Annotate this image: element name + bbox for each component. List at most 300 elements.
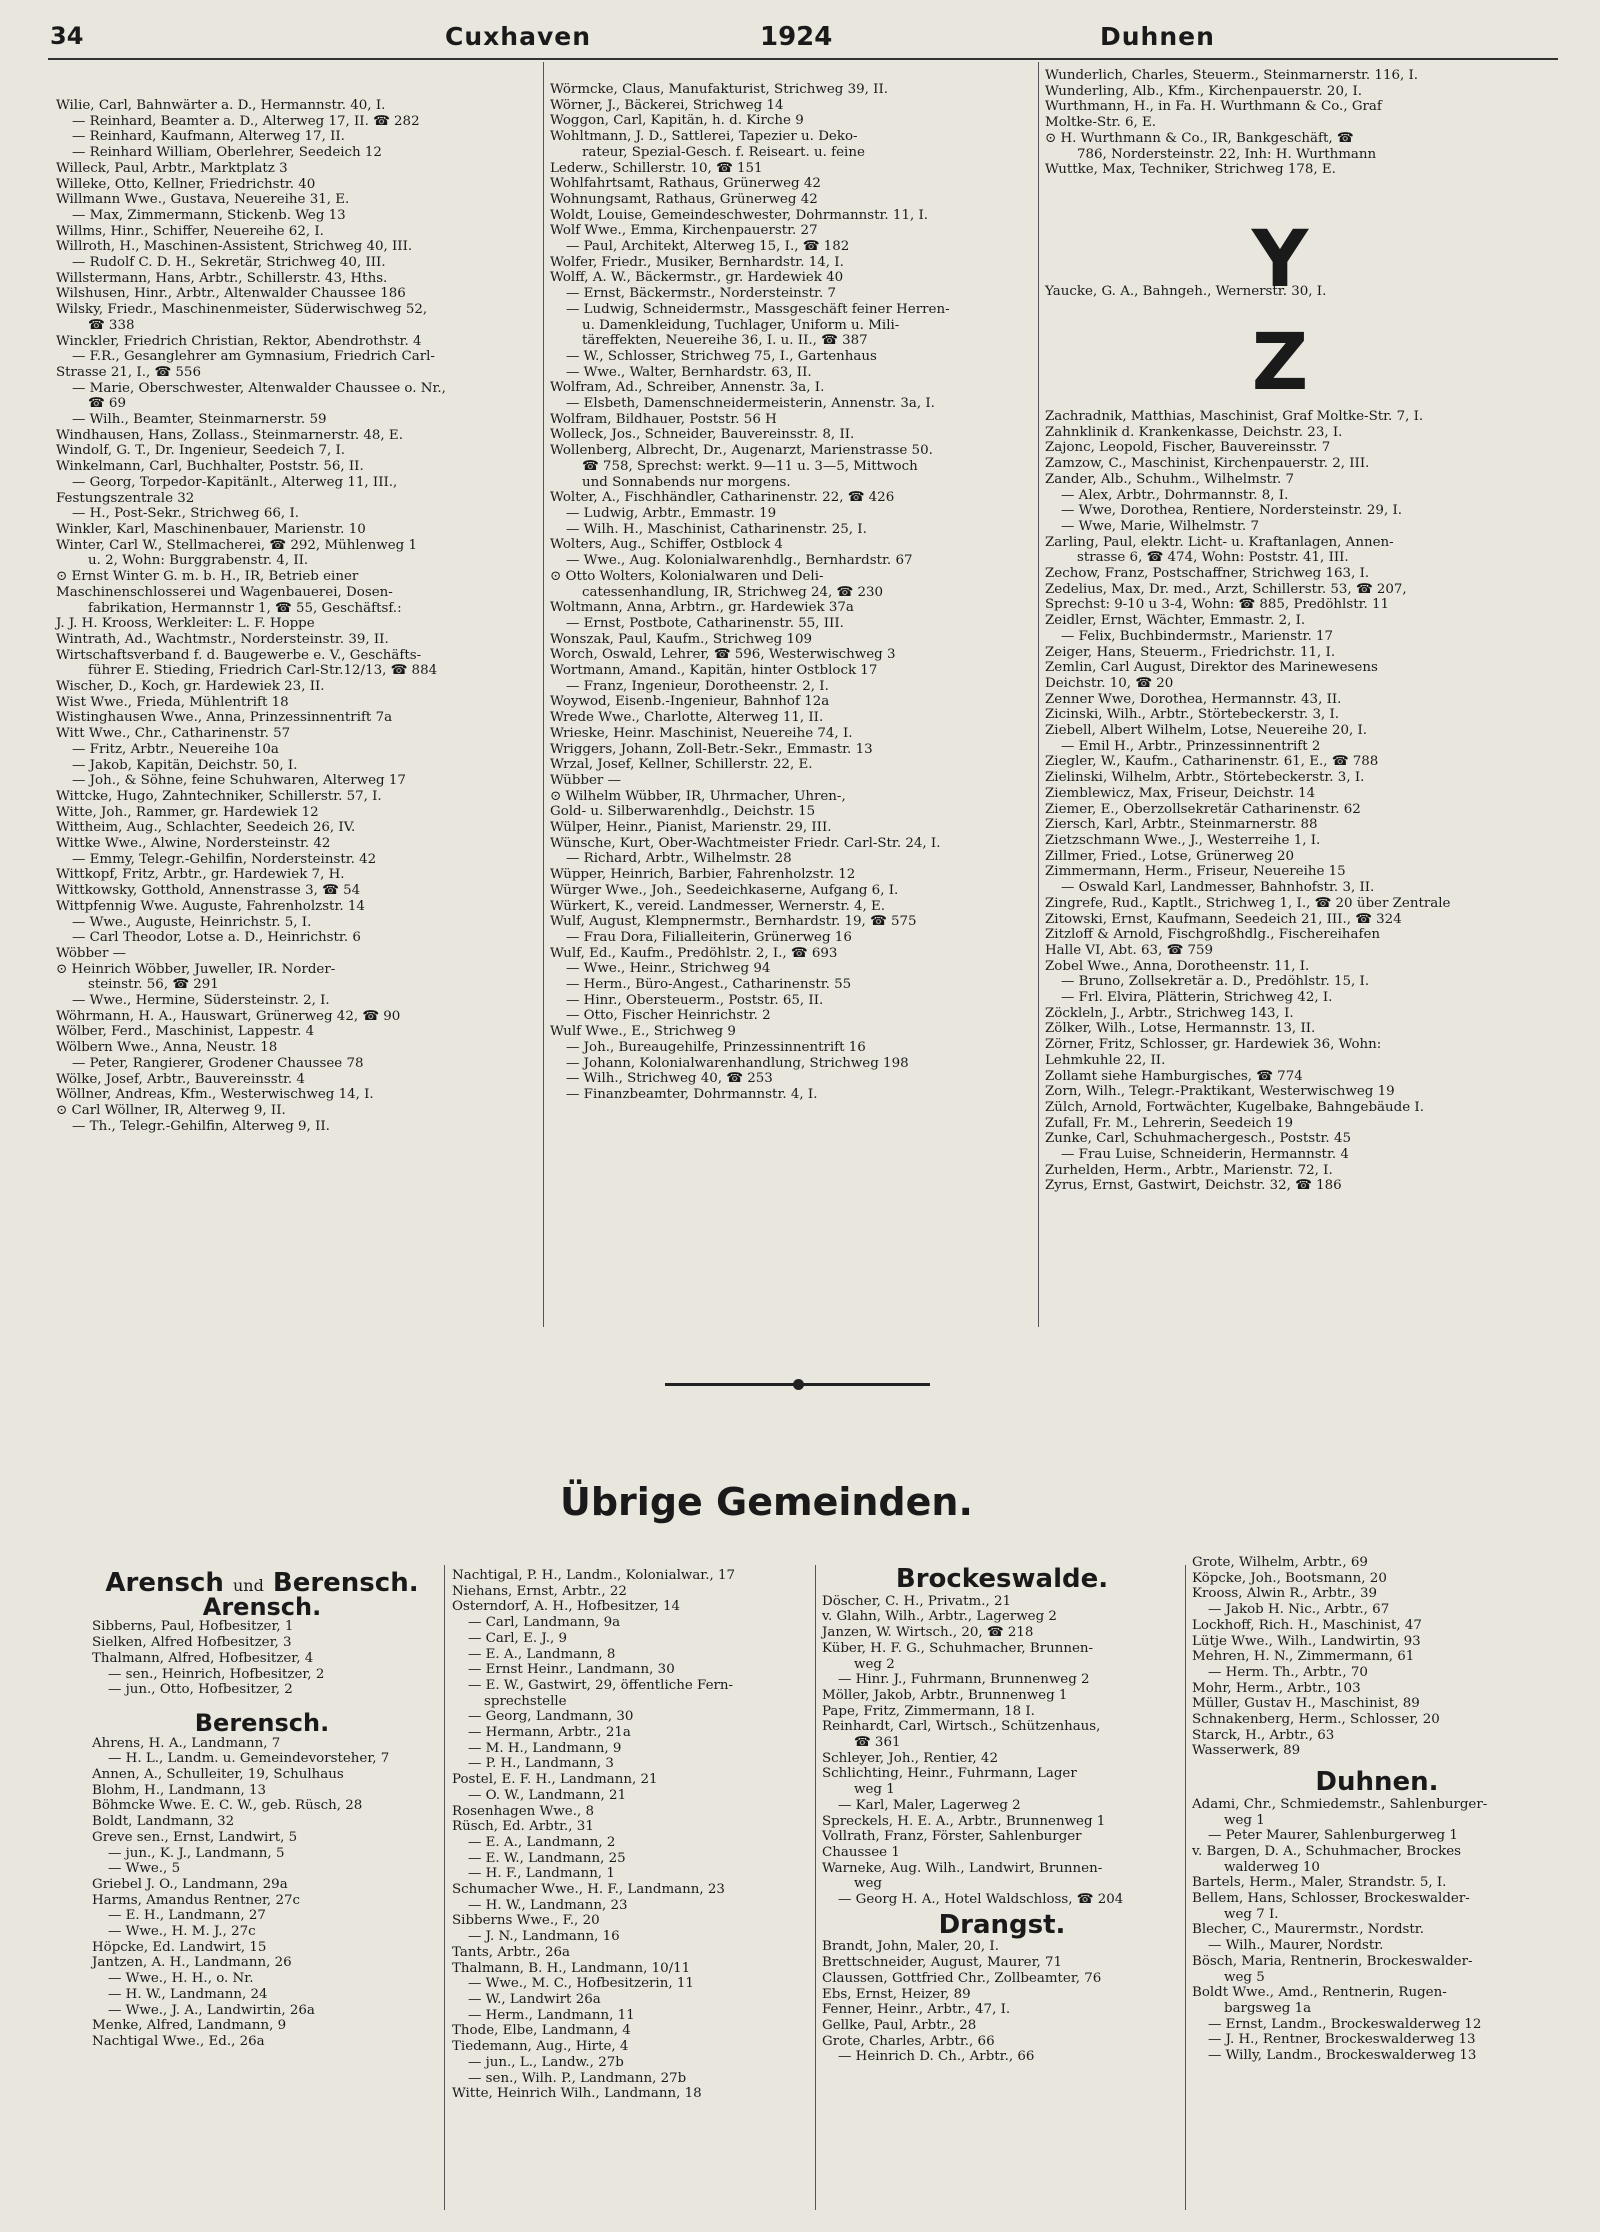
directory-entry: Wittheim, Aug., Schlachter, Seedeich 26, IV. bbox=[56, 820, 356, 836]
directory-entry: — Bruno, Zollsekretär a. D., Predöhlstr. 15, I. bbox=[1061, 974, 1370, 990]
directory-entry: Willeck, Paul, Arbtr., Marktplatz 3 bbox=[56, 160, 288, 176]
directory-entry: ☎ 69 bbox=[88, 396, 126, 412]
directory-entry: — Frl. Elvira, Plätterin, Strichweg 42, I. bbox=[1061, 990, 1333, 1006]
directory-entry: Thalmann, B. H., Landmann, 10/11 bbox=[452, 1960, 691, 1976]
directory-entry: Wulf, Ed., Kaufm., Predöhlstr. 2, I., ☎ 693 bbox=[550, 945, 838, 961]
directory-entry: Thode, Elbe, Landmann, 4 bbox=[452, 2023, 631, 2039]
directory-entry: Wrede Wwe., Charlotte, Alterweg 11, II. bbox=[550, 710, 824, 726]
letter-y: Y bbox=[1251, 215, 1309, 305]
directory-entry: Wurthmann, H., in Fa. H. Wurthmann & Co., Graf bbox=[1045, 99, 1382, 115]
directory-entry: Zechow, Franz, Postschaffner, Strichweg 163, I. bbox=[1045, 566, 1370, 582]
directory-entry: — E. A., Landmann, 2 bbox=[468, 1834, 616, 1850]
directory-entry: Worch, Oswald, Lehrer, ☎ 596, Westerwischweg 3 bbox=[550, 647, 896, 663]
directory-entry: Brandt, John, Maler, 20, I. bbox=[822, 1939, 999, 1955]
directory-entry: Wintrath, Ad., Wachtmstr., Nordersteinstr. 39, II. bbox=[56, 631, 389, 647]
directory-entry: — Herm., Landmann, 11 bbox=[468, 2007, 635, 2023]
directory-entry: — Herm. Th., Arbtr., 70 bbox=[1208, 1664, 1368, 1680]
directory-entry: — Emil H., Arbtr., Prinzessinnentrift 2 bbox=[1061, 738, 1321, 754]
directory-entry: Lehmkuhle 22, II. bbox=[1045, 1052, 1166, 1068]
directory-entry: — Joh., Bureaugehilfe, Prinzessinnentrift 16 bbox=[566, 1039, 866, 1055]
directory-entry: Grote, Charles, Arbtr., 66 bbox=[822, 2033, 995, 2049]
directory-entry: Zillmer, Fried., Lotse, Grünerweg 20 bbox=[1045, 848, 1295, 864]
directory-entry: — Hinr., Obersteuerm., Poststr. 65, II. bbox=[566, 992, 824, 1008]
directory-entry: Ziebell, Albert Wilhelm, Lotse, Neuereihe 20, I. bbox=[1045, 723, 1368, 739]
directory-entry: Mehren, H. N., Zimmermann, 61 bbox=[1192, 1649, 1415, 1665]
column-divider bbox=[1185, 1565, 1186, 2210]
directory-entry: Wistinghausen Wwe., Anna, Prinzessinnentrift 7a bbox=[56, 710, 393, 726]
directory-entry: Wolters, Aug., Schiffer, Ostblock 4 bbox=[550, 537, 783, 553]
directory-entry: Wolfram, Bildhauer, Poststr. 56 H bbox=[550, 411, 777, 427]
directory-entry: Willstermann, Hans, Arbtr., Schillerstr. 43, Hths. bbox=[56, 270, 388, 286]
directory-entry: Deichstr. 10, ☎ 20 bbox=[1045, 675, 1174, 691]
arensch-entries bbox=[92, 1619, 432, 1698]
directory-entry: Zörner, Fritz, Schlosser, gr. Hardewiek 36, Wohn: bbox=[1045, 1037, 1382, 1053]
directory-entry: — Wwe., Auguste, Heinrichstr. 5, I. bbox=[72, 914, 312, 930]
directory-entry: Zietzschmann Wwe., J., Westerreihe 1, I. bbox=[1045, 832, 1321, 848]
directory-entry: Adami, Chr., Schmiedemstr., Sahlenburger- bbox=[1192, 1796, 1488, 1812]
directory-entry: weg 1 bbox=[1224, 1812, 1265, 1828]
directory-entry: v. Bargen, D. A., Schuhmacher, Brockes bbox=[1192, 1843, 1461, 1859]
directory-entry: Wilie, Carl, Bahnwärter a. D., Hermannstr. 40, I. bbox=[56, 98, 386, 113]
directory-entry: Griebel J. O., Landmann, 29a bbox=[92, 1876, 288, 1892]
directory-entry: Wölbern Wwe., Anna, Neustr. 18 bbox=[56, 1040, 278, 1056]
directory-entry: — Wwe., Heinr., Strichweg 94 bbox=[566, 961, 771, 977]
directory-entry: Zingrefe, Rud., Kaptlt., Strichweg 1, I., ☎ 20 über Zentrale bbox=[1045, 895, 1451, 911]
directory-entry: Wolleck, Jos., Schneider, Bauvereinsstr. 8, II. bbox=[550, 427, 855, 443]
directory-entry: Zitowski, Ernst, Kaufmann, Seedeich 21, III., ☎ 324 bbox=[1045, 911, 1402, 927]
page-district: Duhnen bbox=[1100, 22, 1215, 51]
directory-entry: Menke, Alfred, Landmann, 9 bbox=[92, 2018, 287, 2034]
directory-entry: Wuttke, Max, Techniker, Strichweg 178, E. bbox=[1045, 162, 1336, 178]
directory-entry: — Th., Telegr.-Gehilfin, Alterweg 9, II. bbox=[72, 1118, 330, 1134]
duhnen-entries bbox=[1192, 1797, 1562, 2064]
directory-entry: — W., Landwirt 26a bbox=[468, 1991, 601, 2007]
directory-entry: — F.R., Gesanglehrer am Gymnasium, Friedrich Carl- bbox=[72, 349, 435, 365]
directory-entry: Zenner Wwe, Dorothea, Hermannstr. 43, II. bbox=[1045, 691, 1342, 707]
directory-entry: — Peter, Rangierer, Grodener Chaussee 78 bbox=[72, 1055, 364, 1071]
directory-entry: ⊙ Heinrich Wöbber, Juweller, IR. Norder- bbox=[56, 961, 336, 977]
directory-entry: Wohltmann, J. D., Sattlerei, Tapezier u. Deko- bbox=[550, 129, 858, 145]
directory-column-2 bbox=[550, 82, 1034, 1103]
directory-entry: u. 2, Wohn: Burggrabenstr. 4, II. bbox=[88, 553, 309, 569]
directory-entry: Nachtigal Wwe., Ed., 26a bbox=[92, 2033, 265, 2049]
directory-entry: Lockhoff, Rich. H., Maschinist, 47 bbox=[1192, 1617, 1422, 1633]
directory-entry: Wohnungsamt, Rathaus, Grünerweg 42 bbox=[550, 191, 818, 207]
directory-entry: — Emmy, Telegr.-Gehilfin, Nordersteinstr. 42 bbox=[72, 851, 377, 867]
directory-entry: — H. L., Landm. u. Gemeindevorsteher, 7 bbox=[108, 1751, 390, 1767]
directory-entry: Zielinski, Wilhelm, Arbtr., Störtebeckerstr. 3, I. bbox=[1045, 770, 1365, 786]
directory-column-3-y bbox=[1045, 284, 1565, 300]
directory-entry: Wulf Wwe., E., Strichweg 9 bbox=[550, 1024, 736, 1040]
directory-entry: weg bbox=[854, 1876, 882, 1892]
directory-entry: — Max, Zimmermann, Stickenb. Weg 13 bbox=[72, 207, 346, 223]
directory-entry: — Georg H. A., Hotel Waldschloss, ☎ 204 bbox=[838, 1892, 1124, 1908]
directory-entry: Postel, E. F. H., Landmann, 21 bbox=[452, 1772, 658, 1788]
page-number: 34 bbox=[50, 22, 84, 50]
directory-entry: — H. W., Landmann, 24 bbox=[108, 1986, 268, 2002]
directory-entry: — Reinhard William, Oberlehrer, Seedeich 12 bbox=[72, 145, 382, 161]
directory-entry: Chaussee 1 bbox=[822, 1844, 900, 1860]
directory-entry: Brettschneider, August, Maurer, 71 bbox=[822, 1955, 1063, 1971]
directory-entry: Zülch, Arnold, Fortwächter, Kugelbake, Bahngebäude I. bbox=[1045, 1099, 1424, 1115]
directory-entry: — Wwe., J. A., Landwirtin, 26a bbox=[108, 2002, 315, 2018]
directory-entry: Jantzen, A. H., Landmann, 26 bbox=[92, 1955, 292, 1971]
directory-entry: Zimmermann, Herm., Friseur, Neuereihe 15 bbox=[1045, 864, 1346, 880]
directory-entry: Zurhelden, Herm., Arbtr., Marienstr. 72, I. bbox=[1045, 1162, 1333, 1178]
directory-entry: rateur, Spezial-Gesch. f. Reiseart. u. feine bbox=[582, 144, 865, 160]
directory-entry: — Wilh., Strichweg 40, ☎ 253 bbox=[566, 1071, 773, 1087]
directory-entry: Würkert, K., vereid. Landmesser, Wernerstr. 4, E. bbox=[550, 898, 886, 914]
directory-entry: Willms, Hinr., Schiffer, Neuereihe 62, I. bbox=[56, 223, 324, 239]
directory-entry: Zarling, Paul, elektr. Licht- u. Kraftanlagen, Annen- bbox=[1045, 534, 1394, 550]
directory-entry: Zicinski, Wilh., Arbtr., Störtebeckerstr. 3, I. bbox=[1045, 707, 1340, 723]
directory-entry: — Frau Luise, Schneiderin, Hermannstr. 4 bbox=[1061, 1147, 1349, 1163]
directory-entry: ⊙ H. Wurthmann & Co., IR, Bankgeschäft, ☎ bbox=[1045, 130, 1354, 146]
directory-entry: Zedelius, Max, Dr. med., Arzt, Schillerstr. 53, ☎ 207, bbox=[1045, 581, 1407, 597]
directory-entry: Willmann Wwe., Gustava, Neuereihe 31, E. bbox=[56, 192, 350, 208]
directory-entry: Rüsch, Ed. Arbtr., 31 bbox=[452, 1819, 594, 1835]
directory-entry: Boldt Wwe., Amd., Rentnerin, Rugen- bbox=[1192, 1985, 1447, 2001]
directory-entry: ⊙ Carl Wöllner, IR, Alterweg 9, II. bbox=[56, 1103, 286, 1118]
directory-entry: Wolfer, Friedr., Musiker, Bernhardstr. 14, I. bbox=[550, 254, 844, 270]
arensch-berensch-heading: Arensch und Berensch. bbox=[105, 1568, 419, 1598]
directory-entry: führer E. Stieding, Friedrich Carl-Str.12/13, ☎ 884 bbox=[88, 663, 438, 679]
directory-entry: Windolf, G. T., Dr. Ingenieur, Seedeich 7, I. bbox=[56, 443, 346, 459]
directory-entry: Wollenberg, Albrecht, Dr., Augenarzt, Marienstrasse 50. bbox=[550, 443, 933, 459]
column-divider bbox=[1038, 62, 1039, 1327]
directory-entry: Wriggers, Johann, Zoll-Betr.-Sekr., Emmastr. 13 bbox=[550, 741, 873, 757]
directory-entry: Höpcke, Ed. Landwirt, 15 bbox=[92, 1939, 267, 1955]
directory-entry: Blecher, C., Maurermstr., Nordstr. bbox=[1192, 1922, 1424, 1938]
directory-entry: — Wwe., Aug. Kolonialwarenhdlg., Bernhardstr. 67 bbox=[566, 553, 913, 569]
directory-entry: catessenhandlung, IR, Strichweg 24, ☎ 230 bbox=[582, 584, 884, 600]
directory-entry: Starck, H., Arbtr., 63 bbox=[1192, 1727, 1335, 1743]
directory-entry: — jun., K. J., Landmann, 5 bbox=[108, 1845, 285, 1861]
directory-entry: — Carl, Landmann, 9a bbox=[468, 1615, 621, 1631]
directory-entry: — Wilh. H., Maschinist, Catharinenstr. 25, I. bbox=[566, 521, 867, 537]
directory-entry: Lütje Wwe., Wilh., Landwirtin, 93 bbox=[1192, 1633, 1421, 1649]
directory-entry: weg 7 I. bbox=[1224, 1906, 1279, 1922]
directory-entry: — Wwe, Dorothea, Rentiere, Nordersteinstr. 29, I. bbox=[1061, 503, 1403, 519]
directory-entry: — Heinrich D. Ch., Arbtr., 66 bbox=[838, 2049, 1035, 2065]
directory-entry: Zitzloff & Arnold, Fischgroßhdlg., Fischereihafen bbox=[1045, 927, 1381, 943]
directory-entry: Wolff, A. W., Bäckermstr., gr. Hardewiek 40 bbox=[550, 270, 844, 286]
directory-entry: Willeke, Otto, Kellner, Friedrichstr. 40 bbox=[56, 176, 316, 192]
directory-entry: Zander, Alb., Schuhm., Wilhelmstr. 7 bbox=[1045, 471, 1294, 487]
directory-entry: Zufall, Fr. M., Lehrerin, Seedeich 19 bbox=[1045, 1115, 1293, 1131]
directory-entry: — Marie, Oberschwester, Altenwalder Chaussee o. Nr., bbox=[72, 380, 446, 396]
directory-entry: Wolfram, Ad., Schreiber, Annenstr. 3a, I. bbox=[550, 380, 825, 396]
directory-entry: Sielken, Alfred Hofbesitzer, 3 bbox=[92, 1635, 292, 1651]
directory-entry: Wöhrmann, H. A., Hauswart, Grünerweg 42, ☎ 90 bbox=[56, 1008, 401, 1024]
directory-entry: weg 5 bbox=[1224, 1969, 1265, 1985]
directory-entry: Harms, Amandus Rentner, 27c bbox=[92, 1892, 300, 1908]
directory-entry: Schnakenberg, Herm., Schlosser, 20 bbox=[1192, 1712, 1440, 1728]
directory-entry: Sibberns, Paul, Hofbesitzer, 1 bbox=[92, 1619, 294, 1635]
directory-entry: Zemlin, Carl August, Direktor des Marinewesens bbox=[1045, 660, 1378, 676]
directory-entry: Wülper, Heinr., Pianist, Marienstr. 29, III. bbox=[550, 820, 832, 836]
page-year: 1924 bbox=[760, 22, 833, 52]
directory-entry: Zajonc, Leopold, Fischer, Bauvereinsstr. 7 bbox=[1045, 440, 1331, 456]
directory-entry: Böhmcke Wwe. E. C. W., geb. Rüsch, 28 bbox=[92, 1798, 363, 1814]
directory-entry: Yaucke, G. A., Bahngeh., Wernerstr. 30, I. bbox=[1045, 284, 1327, 299]
directory-entry: Schleyer, Joh., Rentier, 42 bbox=[822, 1750, 998, 1766]
directory-column-3-w bbox=[1045, 68, 1565, 178]
directory-entry: v. Glahn, Wilh., Arbtr., Lagerweg 2 bbox=[822, 1609, 1057, 1625]
directory-entry: steinstr. 56, ☎ 291 bbox=[88, 977, 219, 993]
directory-entry: Zamzow, C., Maschinist, Kirchenpauerstr. 2, III. bbox=[1045, 456, 1370, 472]
directory-entry: ☎ 361 bbox=[854, 1735, 901, 1751]
directory-entry: — E. A., Landmann, 8 bbox=[468, 1646, 616, 1662]
directory-entry: ⊙ Wilhelm Wübber, IR, Uhrmacher, Uhren-, bbox=[550, 788, 846, 804]
directory-entry: täreffekten, Neuereihe 36, I. u. II., ☎ 387 bbox=[582, 333, 868, 349]
directory-entry: Strasse 21, I., ☎ 556 bbox=[56, 364, 201, 380]
directory-entry: Bartels, Herm., Maler, Strandstr. 5, I. bbox=[1192, 1875, 1447, 1891]
directory-entry: Boldt, Landmann, 32 bbox=[92, 1814, 235, 1830]
directory-entry: — Johann, Kolonialwarenhandlung, Strichweg 198 bbox=[566, 1055, 909, 1071]
directory-entry: — P. H., Landmann, 3 bbox=[468, 1756, 614, 1772]
directory-entry: strasse 6, ☎ 474, Wohn: Poststr. 41, III. bbox=[1077, 550, 1349, 566]
directory-entry: — Wwe., Walter, Bernhardstr. 63, II. bbox=[566, 364, 812, 380]
directory-entry: — Wwe, Marie, Wilhelmstr. 7 bbox=[1061, 518, 1259, 534]
directory-entry: Wortmann, Amand., Kapitän, hinter Ostblock 17 bbox=[550, 663, 878, 679]
directory-entry: — Wwe., Hermine, Südersteinstr. 2, I. bbox=[72, 993, 330, 1009]
directory-entry: — Carl Theodor, Lotse a. D., Heinrichstr. 6 bbox=[72, 930, 361, 946]
directory-entry: Wittcke, Hugo, Zahntechniker, Schillerstr. 57, I. bbox=[56, 788, 382, 804]
directory-entry: Gellke, Paul, Arbtr., 28 bbox=[822, 2017, 977, 2033]
directory-entry: Wolf Wwe., Emma, Kirchenpauerstr. 27 bbox=[550, 223, 818, 239]
directory-entry: u. Damenkleidung, Tuchlager, Uniform u. Mili- bbox=[582, 317, 900, 333]
directory-entry: Wohlfahrtsamt, Rathaus, Grünerweg 42 bbox=[550, 176, 821, 192]
page-city: Cuxhaven bbox=[445, 22, 591, 51]
directory-entry: — Oswald Karl, Landmesser, Bahnhofstr. 3, II. bbox=[1061, 880, 1375, 896]
column-divider bbox=[543, 62, 544, 1327]
directory-entry: Nachtigal, P. H., Landm., Kolonialwar., 17 bbox=[452, 1568, 736, 1583]
header-rule bbox=[48, 58, 1558, 60]
directory-entry: Möller, Jakob, Arbtr., Brunnenweg 1 bbox=[822, 1687, 1068, 1703]
directory-entry: — Paul, Architekt, Alterweg 15, I., ☎ 182 bbox=[566, 239, 850, 255]
directory-entry: Ziersch, Karl, Arbtr., Steinmarnerstr. 88 bbox=[1045, 817, 1318, 833]
directory-entry: — Georg, Torpedor-Kapitänlt., Alterweg 11, III., bbox=[72, 474, 398, 490]
directory-entry: Claussen, Gottfried Chr., Zollbeamter, 76 bbox=[822, 1970, 1102, 1986]
directory-entry: Zollamt siehe Hamburgisches, ☎ 774 bbox=[1045, 1068, 1303, 1084]
arensch-subheading: Arensch. bbox=[202, 1592, 322, 1621]
directory-entry: Woywod, Eisenb.-Ingenieur, Bahnhof 12a bbox=[550, 694, 830, 710]
directory-entry: Winkler, Karl, Maschinenbauer, Marienstr. 10 bbox=[56, 521, 366, 537]
directory-entry: Blohm, H., Landmann, 13 bbox=[92, 1782, 267, 1798]
directory-entry: Zöckleln, J., Arbtr., Strichweg 143, I. bbox=[1045, 1005, 1294, 1021]
directory-entry: Wörmcke, Claus, Manufakturist, Strichweg 39, II. bbox=[550, 82, 889, 97]
directory-entry: — Jakob, Kapitän, Deichstr. 50, I. bbox=[72, 757, 298, 773]
directory-entry: — Finanzbeamter, Dohrmannstr. 4, I. bbox=[566, 1087, 818, 1102]
directory-entry: Wist Wwe., Frieda, Mühlentrift 18 bbox=[56, 694, 289, 710]
directory-entry: Ziemblewicz, Max, Friseur, Deichstr. 14 bbox=[1045, 785, 1316, 801]
directory-entry: Osterndorf, A. H., Hofbesitzer, 14 bbox=[452, 1599, 681, 1615]
directory-entry: Fenner, Heinr., Arbtr., 47, I. bbox=[822, 2002, 1011, 2018]
directory-entry: Zyrus, Ernst, Gastwirt, Deichstr. 32, ☎ 186 bbox=[1045, 1178, 1342, 1194]
directory-entry: Wunderling, Alb., Kfm., Kirchenpauerstr. 20, I. bbox=[1045, 83, 1363, 99]
directory-entry: ☎ 338 bbox=[88, 317, 135, 333]
directory-entry: Wünsche, Kurt, Ober-Wachtmeister Friedr. Carl-Str. 24, I. bbox=[550, 835, 941, 851]
directory-entry: Zorn, Wilh., Telegr.-Praktikant, Westerwischweg 19 bbox=[1045, 1084, 1395, 1100]
directory-entry: Wörner, J., Bäckerei, Strichweg 14 bbox=[550, 97, 784, 113]
directory-entry: — sen., Wilh. P., Landmann, 27b bbox=[468, 2070, 687, 2086]
berensch-entries bbox=[92, 1736, 432, 2050]
berensch-continued-column bbox=[452, 1568, 812, 2102]
directory-entry: Wrzal, Josef, Kellner, Schillerstr. 22, E. bbox=[550, 757, 813, 773]
directory-entry: Wittkopf, Fritz, Arbtr., gr. Hardewiek 7, H. bbox=[56, 867, 345, 883]
directory-entry: Winkelmann, Carl, Buchhalter, Poststr. 56, II. bbox=[56, 459, 364, 475]
directory-entry: Wübber — bbox=[550, 772, 621, 788]
directory-entry: — H. F., Landmann, 1 bbox=[468, 1866, 615, 1882]
directory-entry: Tiedemann, Aug., Hirte, 4 bbox=[452, 2039, 629, 2055]
directory-entry: — sen., Heinrich, Hofbesitzer, 2 bbox=[108, 1666, 325, 1682]
directory-entry: Wittpfennig Wwe. Auguste, Fahrenholzstr. 14 bbox=[56, 898, 365, 914]
directory-entry: — Peter Maurer, Sahlenburgerweg 1 bbox=[1208, 1828, 1458, 1844]
directory-column-1 bbox=[56, 98, 540, 1134]
directory-entry: — Alex, Arbtr., Dohrmannstr. 8, I. bbox=[1061, 487, 1289, 503]
letter-z: Z bbox=[1251, 318, 1309, 408]
directory-entry: ☎ 758, Sprechst: werkt. 9—11 u. 3—5, Mittwoch bbox=[582, 458, 918, 474]
directory-entry: — M. H., Landmann, 9 bbox=[468, 1740, 622, 1756]
directory-entry: — Hinr. J., Fuhrmann, Brunnenweg 2 bbox=[838, 1672, 1090, 1688]
directory-entry: Schumacher Wwe., H. F., Landmann, 23 bbox=[452, 1882, 725, 1898]
separator-ornament bbox=[793, 1379, 804, 1390]
brockeswalde-heading: Brockeswalde. bbox=[895, 1564, 1109, 1594]
directory-entry: Rosenhagen Wwe., 8 bbox=[452, 1803, 594, 1819]
duhnen-heading: Duhnen. bbox=[1315, 1767, 1439, 1798]
directory-entry: Thalmann, Alfred, Hofbesitzer, 4 bbox=[92, 1650, 314, 1666]
directory-entry: — E. W., Gastwirt, 29, öffentliche Fern- bbox=[468, 1677, 734, 1693]
directory-entry: Lederw., Schillerstr. 10, ☎ 151 bbox=[550, 160, 763, 176]
directory-entry: weg 2 bbox=[854, 1656, 895, 1672]
directory-entry: — Ludwig, Arbtr., Emmastr. 19 bbox=[566, 505, 777, 521]
directory-entry: — J. H., Rentner, Brockeswalderweg 13 bbox=[1208, 2032, 1476, 2048]
directory-entry: — Wwe., M. C., Hofbesitzerin, 11 bbox=[468, 1976, 694, 1992]
directory-entry: Wrieske, Heinr. Maschinist, Neuereihe 74, I. bbox=[550, 725, 853, 741]
directory-entry: walderweg 10 bbox=[1224, 1859, 1320, 1875]
directory-entry: Windhausen, Hans, Zollass., Steinmarnerstr. 48, E. bbox=[56, 427, 403, 443]
directory-entry: Zahnklinik d. Krankenkasse, Deichstr. 23, I. bbox=[1045, 424, 1343, 440]
directory-entry: Winter, Carl W., Stellmacherei, ☎ 292, Mühlenweg 1 bbox=[56, 537, 417, 553]
drangst-entries bbox=[822, 1939, 1182, 2065]
directory-entry: Küber, H. F. G., Schuhmacher, Brunnen- bbox=[822, 1640, 1094, 1656]
directory-entry: — Fritz, Arbtr., Neuereihe 10a bbox=[72, 741, 279, 757]
directory-entry: — Ernst Heinr., Landmann, 30 bbox=[468, 1662, 675, 1678]
directory-entry: Greve sen., Ernst, Landwirt, 5 bbox=[92, 1829, 298, 1845]
directory-entry: — Ernst, Bäckermstr., Nordersteinstr. 7 bbox=[566, 286, 837, 302]
directory-entry: Schlichting, Heinr., Fuhrmann, Lager bbox=[822, 1766, 1077, 1782]
directory-entry: Witte, Heinrich Wilh., Landmann, 18 bbox=[452, 2086, 702, 2102]
directory-entry: — Hermann, Arbtr., 21a bbox=[468, 1725, 631, 1741]
directory-entry: — Wwe., 5 bbox=[108, 1861, 181, 1877]
directory-entry: Reinhardt, Carl, Wirtsch., Schützenhaus, bbox=[822, 1719, 1101, 1735]
directory-entry: — Carl, E. J., 9 bbox=[468, 1630, 567, 1646]
brockeswalde-entries bbox=[822, 1594, 1182, 1908]
directory-entry: Zunke, Carl, Schuhmachergesch., Poststr. 45 bbox=[1045, 1131, 1351, 1147]
directory-entry: Festungszentrale 32 bbox=[56, 490, 195, 506]
directory-entry: Zobel Wwe., Anna, Dorotheenstr. 11, I. bbox=[1045, 958, 1310, 974]
directory-entry: — Wwe., H. M. J., 27c bbox=[108, 1924, 256, 1940]
directory-entry: Zachradnik, Matthias, Maschinist, Graf Moltke-Str. 7, I. bbox=[1045, 409, 1424, 424]
directory-entry: Wölke, Josef, Arbtr., Bauvereinsstr. 4 bbox=[56, 1071, 305, 1087]
directory-entry: weg 1 bbox=[854, 1782, 895, 1798]
directory-entry: — Jakob H. Nic., Arbtr., 67 bbox=[1208, 1602, 1390, 1618]
directory-entry: Gold- u. Silberwarenhdlg., Deichstr. 15 bbox=[550, 804, 816, 820]
column-divider bbox=[815, 1565, 816, 2210]
directory-entry: — Felix, Buchbindermstr., Marienstr. 17 bbox=[1061, 628, 1334, 644]
directory-entry: 786, Nordersteinstr. 22, Inh: H. Wurthmann bbox=[1077, 146, 1377, 162]
berensch-subheading: Berensch. bbox=[194, 1708, 330, 1737]
directory-entry: sprechstelle bbox=[484, 1693, 567, 1709]
directory-entry: Wittkowsky, Gotthold, Annenstrasse 3, ☎ 54 bbox=[56, 883, 361, 899]
directory-entry: Wöllner, Andreas, Kfm., Westerwischweg 14, I. bbox=[56, 1087, 374, 1103]
directory-entry: Woltmann, Anna, Arbtrn., gr. Hardewiek 37a bbox=[550, 600, 854, 616]
directory-entry: — J. N., Landmann, 16 bbox=[468, 1929, 620, 1945]
directory-entry: — Herm., Büro-Angest., Catharinenstr. 55 bbox=[566, 977, 852, 993]
directory-entry: Bellem, Hans, Schlosser, Brockeswalder- bbox=[1192, 1891, 1470, 1907]
directory-entry: — Frau Dora, Filialleiterin, Grünerweg 16 bbox=[566, 929, 852, 945]
directory-entry: Wischer, D., Koch, gr. Hardewiek 23, II. bbox=[56, 679, 325, 695]
column-divider bbox=[444, 1565, 445, 2210]
section-title: Übrige Gemeinden. bbox=[560, 1480, 973, 1524]
directory-entry: Witt Wwe., Chr., Catharinenstr. 57 bbox=[56, 726, 291, 742]
directory-entry: Wittke Wwe., Alwine, Nordersteinstr. 42 bbox=[56, 836, 331, 852]
directory-entry: Maschinenschlosserei und Wagenbauerei, Dosen- bbox=[56, 584, 393, 600]
directory-entry: Willroth, H., Maschinen-Assistent, Strichweg 40, III. bbox=[56, 239, 413, 255]
directory-entry: Wilsky, Friedr., Maschinenmeister, Süderwischweg 52, bbox=[56, 302, 428, 318]
directory-entry: — Richard, Arbtr., Wilhelmstr. 28 bbox=[566, 851, 792, 867]
directory-entry: Ahrens, H. A., Landmann, 7 bbox=[92, 1735, 281, 1751]
directory-entry: — Georg, Landmann, 30 bbox=[468, 1709, 634, 1725]
directory-entry: Mohr, Herm., Arbtr., 103 bbox=[1192, 1680, 1361, 1696]
directory-entry: — O. W., Landmann, 21 bbox=[468, 1787, 627, 1803]
directory-entry: — Willy, Landm., Brockeswalderweg 13 bbox=[1208, 2048, 1477, 2064]
directory-entry: Würger Wwe., Joh., Seedeichkaserne, Aufgang 6, I. bbox=[550, 882, 899, 898]
directory-entry: Sprechst: 9-10 u 3-4, Wohn: ☎ 885, Predöhlstr. 11 bbox=[1045, 597, 1390, 613]
directory-entry: Ziemer, E., Oberzollsekretär Catharinenstr. 62 bbox=[1045, 801, 1361, 817]
directory-entry: — E. W., Landmann, 25 bbox=[468, 1850, 626, 1866]
directory-entry: Müller, Gustav H., Maschinist, 89 bbox=[1192, 1696, 1420, 1712]
directory-entry: Krooss, Alwin R., Arbtr., 39 bbox=[1192, 1586, 1377, 1602]
directory-entry: Ziegler, W., Kaufm., Catharinenstr. 61, E., ☎ 788 bbox=[1045, 754, 1379, 770]
directory-entry: Pape, Fritz, Zimmermann, 18 I. bbox=[822, 1703, 1035, 1719]
drangst-continued-entries bbox=[1192, 1555, 1562, 1759]
directory-entry: Wölber, Ferd., Maschinist, Lappestr. 4 bbox=[56, 1024, 315, 1040]
directory-entry: Halle VI, Abt. 63, ☎ 759 bbox=[1045, 942, 1214, 958]
directory-entry: — Ludwig, Schneidermstr., Massgeschäft feiner Herren- bbox=[566, 301, 950, 317]
directory-entry: Wöbber — bbox=[56, 945, 127, 961]
directory-entry: Sibberns Wwe., F., 20 bbox=[452, 1913, 600, 1929]
directory-entry: — Wilh., Maurer, Nordstr. bbox=[1208, 1938, 1384, 1954]
directory-entry: Niehans, Ernst, Arbtr., 22 bbox=[452, 1583, 627, 1599]
drangst-heading: Drangst. bbox=[938, 1909, 1066, 1940]
directory-entry: Wulf, August, Klempnermstr., Bernhardstr. 19, ☎ 575 bbox=[550, 914, 917, 930]
directory-column-3-z bbox=[1045, 409, 1565, 1194]
directory-entry: Zeiger, Hans, Steuerm., Friedrichstr. 11, I. bbox=[1045, 644, 1336, 660]
drangst-duhnen-column bbox=[1192, 1555, 1562, 2064]
directory-entry: — Reinhard, Kaufmann, Alterweg 17, II. bbox=[72, 129, 345, 145]
directory-entry: — Wilh., Beamter, Steinmarnerstr. 59 bbox=[72, 412, 327, 428]
directory-entry: — Reinhard, Beamter a. D., Alterweg 17, II. ☎ 282 bbox=[72, 113, 420, 129]
directory-entry: ⊙ Ernst Winter G. m. b. H., IR, Betrieb einer bbox=[56, 569, 359, 585]
directory-entry: Wonszak, Paul, Kaufm., Strichweg 109 bbox=[550, 631, 813, 647]
directory-entry: Vollrath, Franz, Förster, Sahlenburger bbox=[822, 1829, 1082, 1845]
directory-entry: Grote, Wilhelm, Arbtr., 69 bbox=[1192, 1555, 1368, 1570]
directory-entry: Döscher, C. H., Privatm., 21 bbox=[822, 1593, 1012, 1609]
directory-entry: — E. H., Landmann, 27 bbox=[108, 1908, 266, 1924]
directory-entry: Ebs, Ernst, Heizer, 89 bbox=[822, 1986, 971, 2002]
